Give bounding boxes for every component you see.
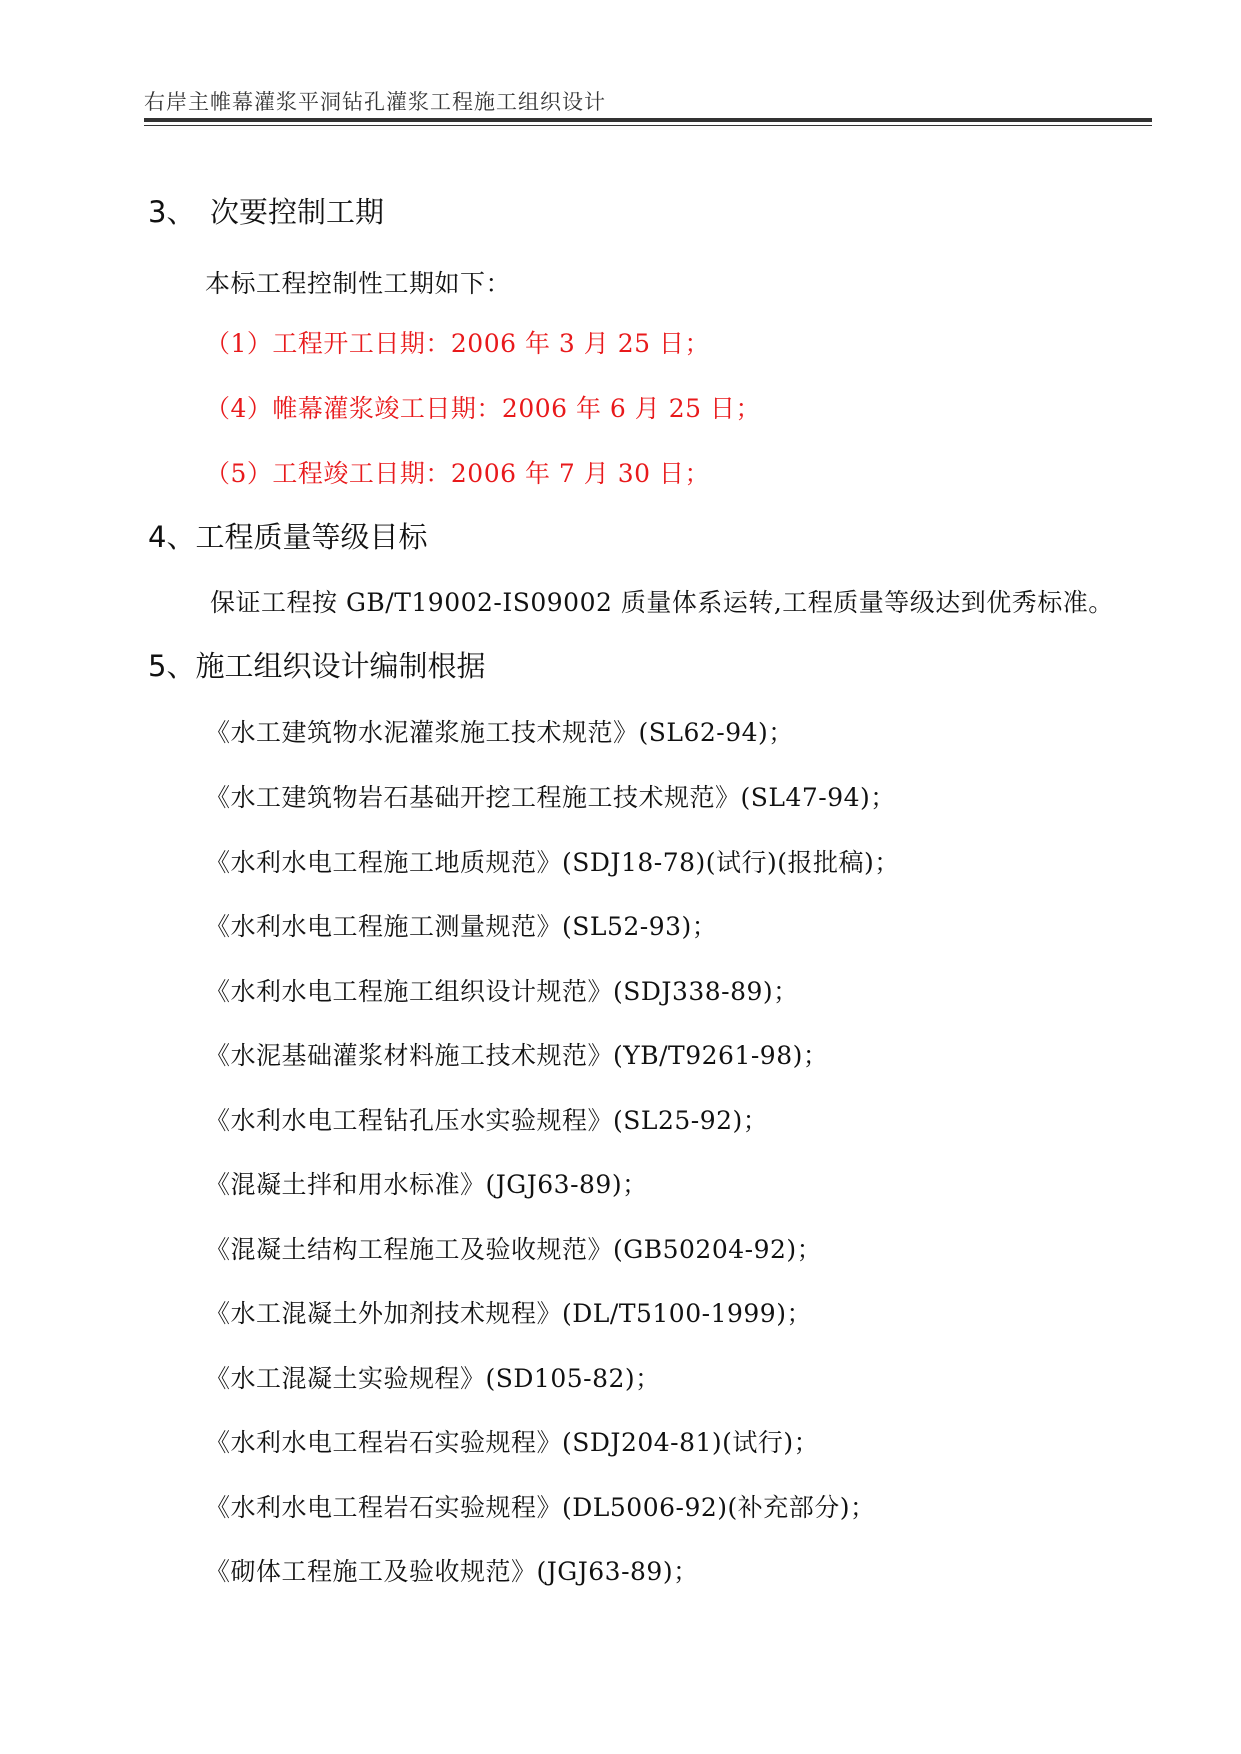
section-3-heading [148, 190, 384, 231]
reference-item: 《水工建筑物水泥灌浆施工技术规范》(SL62-94)； [205, 718, 794, 747]
section-5-title: 施工组织设计编制根据 [195, 649, 486, 683]
header-rule-thin [144, 125, 1152, 126]
reference-item: 《混凝土结构工程施工及验收规范》(GB50204-92)； [205, 1235, 823, 1264]
reference-item: 《水利水电工程施工组织设计规范》(SDJ338-89)； [205, 977, 799, 1006]
section-3-number: 3、 [148, 195, 196, 229]
reference-item: 《水利水电工程岩石实验规程》(SDJ204-81)(试行)； [205, 1428, 820, 1457]
reference-item: 《水工混凝土实验规程》(SD105-82)； [205, 1364, 661, 1393]
section-5-heading [148, 644, 485, 685]
reference-item: 《水工建筑物岩石基础开挖工程施工技术规范》(SL47-94)； [205, 783, 896, 812]
section-4-number: 4、 [148, 520, 196, 554]
reference-item: 《水利水电工程岩石实验规程》(DL5006-92)(补充部分)； [205, 1493, 876, 1522]
schedule-item: （5）工程竣工日期：2006 年 7 月 30 日； [205, 459, 710, 488]
schedule-item: （1）工程开工日期：2006 年 3 月 25 日； [205, 329, 710, 358]
section-5-number: 5、 [148, 649, 196, 683]
section-3-title: 次要控制工期 [210, 195, 385, 229]
section-4-text: 保证工程按 GB/T19002-IS09002 质量体系运转,工程质量等级达到优秀标准。 [210, 588, 1114, 617]
reference-item: 《水工混凝土外加剂技术规程》(DL/T5100-1999)； [205, 1299, 812, 1328]
reference-item: 《混凝土拌和用水标准》(JGJ63-89)； [205, 1170, 648, 1199]
header-rule-thick [144, 118, 1152, 122]
reference-item: 《水利水电工程钻孔压水实验规程》(SL25-92)； [205, 1106, 769, 1135]
reference-item: 《水利水电工程施工地质规范》(SDJ18-78)(试行)(报批稿)； [205, 848, 900, 877]
reference-item: 《水泥基础灌浆材料施工技术规范》(YB/T9261-98)； [205, 1041, 829, 1070]
section-3-intro: 本标工程控制性工期如下： [205, 269, 512, 298]
section-4-heading [148, 515, 427, 556]
reference-item: 《砌体工程施工及验收规范》(JGJ63-89)； [205, 1557, 699, 1586]
schedule-item: （4）帷幕灌浆竣工日期：2006 年 6 月 25 日； [205, 394, 761, 423]
page-header-title: 右岸主帷幕灌浆平洞钻孔灌浆工程施工组织设计 [144, 90, 606, 114]
section-4-title: 工程质量等级目标 [195, 520, 428, 554]
reference-item: 《水利水电工程施工测量规范》(SL52-93)； [205, 912, 718, 941]
